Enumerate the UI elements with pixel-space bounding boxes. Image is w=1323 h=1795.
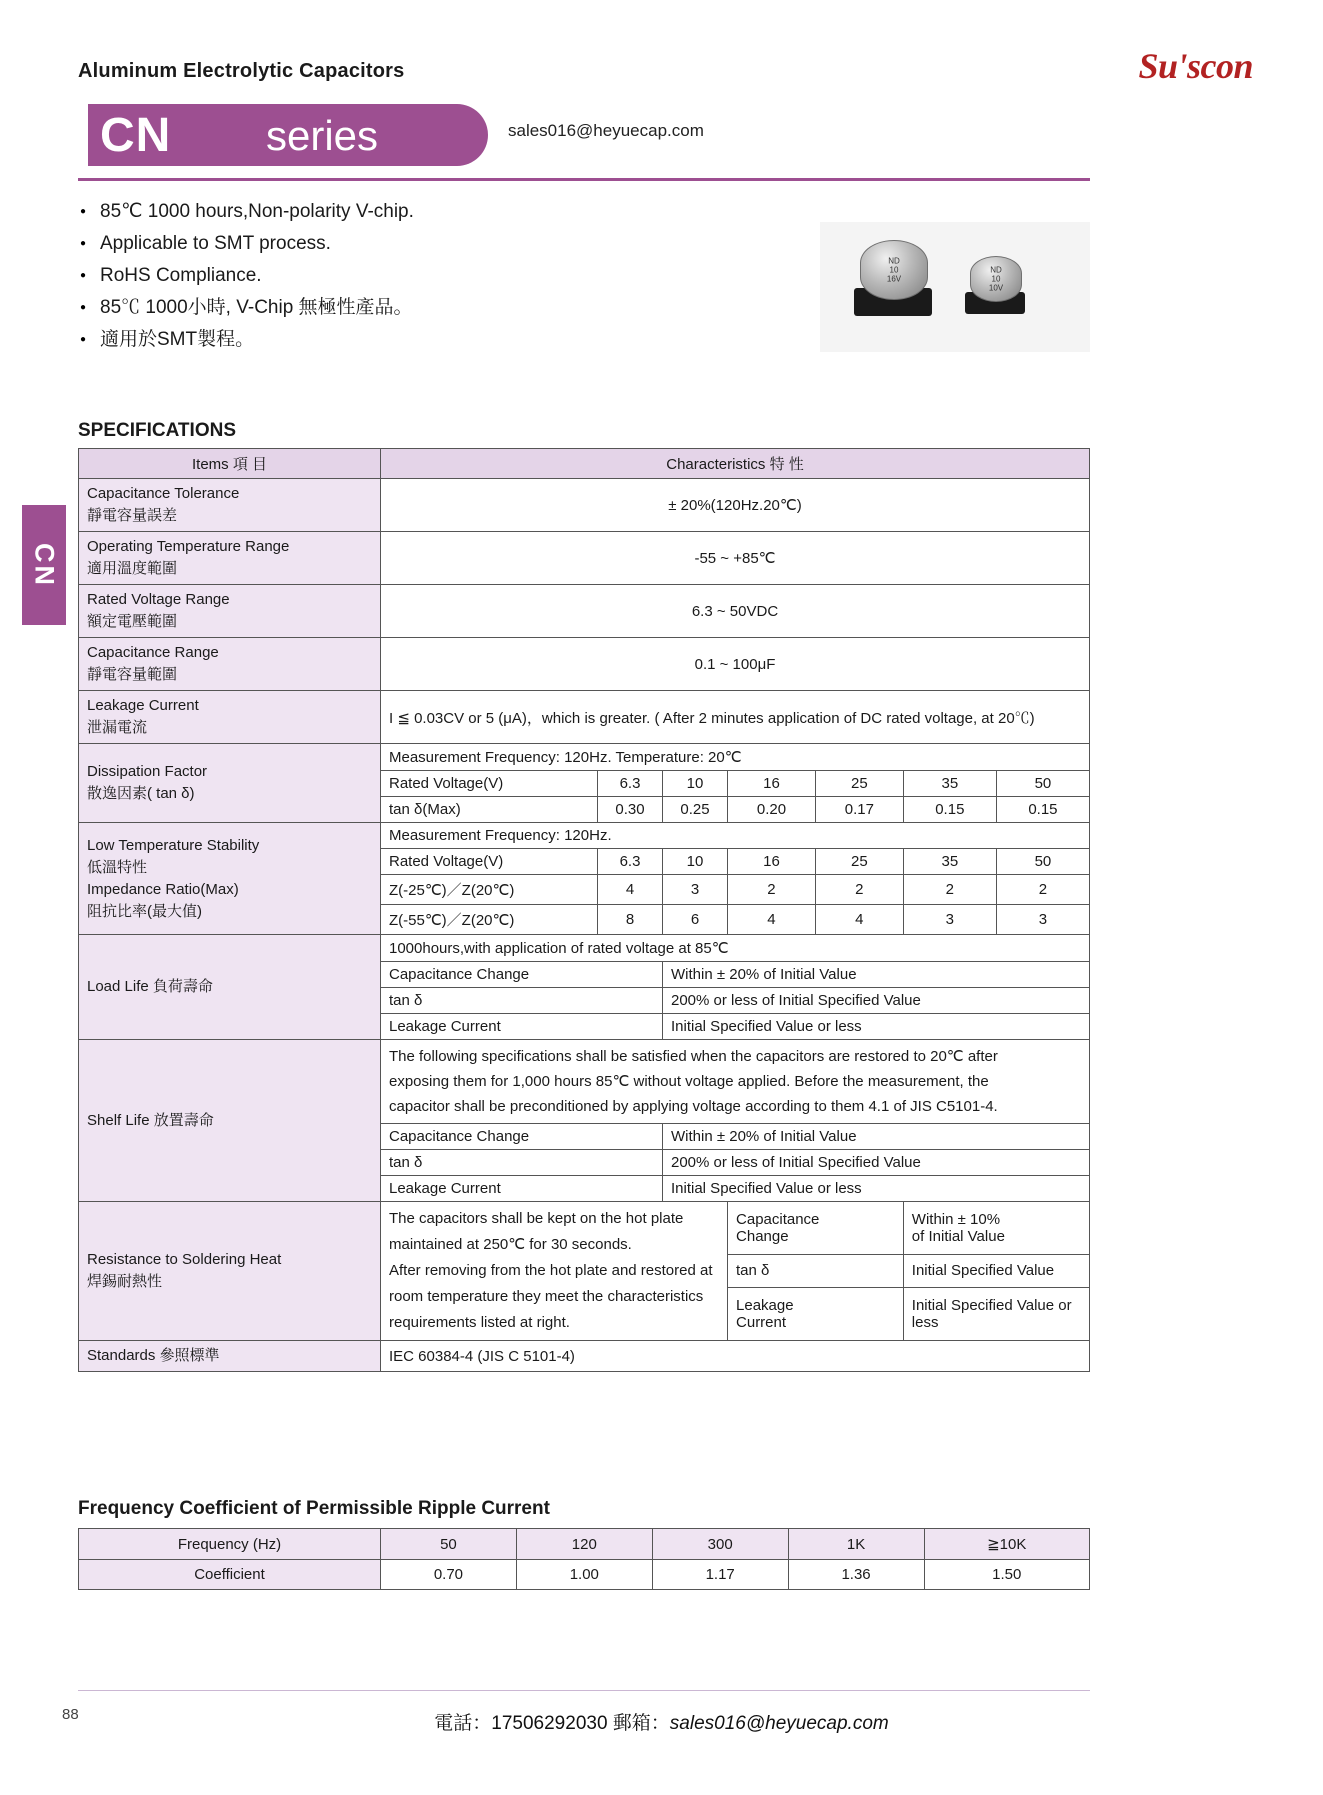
side-tab <box>22 505 66 625</box>
row-label-capacitance-range <box>79 638 381 691</box>
row-label-low-temperature-stability <box>79 823 381 935</box>
cell: 0.70 <box>381 1560 517 1590</box>
low-temp-row3-label: Z(-55℃)／Z(20℃) <box>381 905 598 935</box>
shelf-life-item-value: 200% or less of Initial Specified Value <box>663 1150 1090 1176</box>
cell: 120 <box>516 1529 652 1560</box>
label-cn2: 阻抗比率(最大值) <box>87 902 202 920</box>
row-label-rated-voltage <box>79 585 381 638</box>
desc-line4: room temperature they meet the characteristics <box>389 1288 704 1305</box>
row-label-leakage-current <box>79 691 381 744</box>
capacitor-large-label: ND 10 16V <box>886 256 902 284</box>
load-life-item-name: Leakage Current <box>381 1014 663 1040</box>
row-label-dissipation-factor <box>79 744 381 823</box>
page-title: Aluminum Electrolytic Capacitors <box>78 60 405 82</box>
dissipation-row2-label: tan δ(Max) <box>381 797 598 823</box>
value-line1: Within ± 10% <box>911 1211 1001 1229</box>
shelf-life-item-value: Within ± 20% of Initial Value <box>663 1124 1090 1150</box>
header-divider <box>78 178 1090 181</box>
soldering-item-value: Initial Specified Value <box>903 1255 1089 1287</box>
label-cn: 適用溫度範圍 <box>87 560 178 577</box>
label-en: Dissipation Factor <box>87 763 208 780</box>
cell: 50 <box>996 771 1089 797</box>
cell: 35 <box>903 771 996 797</box>
value-line2: of Initial Value <box>911 1228 1005 1246</box>
table-row <box>79 691 1090 744</box>
cell: 300 <box>652 1529 788 1560</box>
label-cn: 焊錫耐熱性 <box>87 1273 163 1290</box>
feature-list <box>78 196 414 356</box>
table-row <box>79 638 1090 691</box>
label-en: Capacitance Range <box>87 644 219 661</box>
table-row <box>79 1529 1090 1560</box>
label-en2: Impedance Ratio(Max) <box>87 880 239 898</box>
dissipation-note: Measurement Frequency: 120Hz. Temperature: 20℃ <box>381 744 1090 771</box>
cell: 10 <box>663 849 728 875</box>
cell: 25 <box>815 849 903 875</box>
load-life-item-value: Within ± 20% of Initial Value <box>663 962 1090 988</box>
series-word: series <box>266 112 379 159</box>
label-cn: 靜電容量誤差 <box>87 507 178 524</box>
header-email: sales016@heyuecap.com <box>508 121 704 140</box>
value-operating-temperature: -55 ~ +85℃ <box>381 532 1090 585</box>
soldering-item-value <box>903 1202 1089 1255</box>
low-temp-note: Measurement Frequency: 120Hz. <box>381 823 1090 849</box>
freq-row-label: Frequency (Hz) <box>79 1529 381 1560</box>
soldering-item-name <box>728 1287 904 1340</box>
value-standards: IEC 60384-4 (JIS C 5101-4) <box>381 1341 1090 1372</box>
cell: 4 <box>728 905 816 935</box>
cell: 50 <box>996 849 1089 875</box>
desc-line5: requirements listed at right. <box>389 1314 570 1331</box>
cell: 3 <box>903 905 996 935</box>
cell: 35 <box>903 849 996 875</box>
cell: 2 <box>815 875 903 905</box>
footer-divider <box>78 1690 1090 1691</box>
label-en: Leakage Current <box>87 697 199 714</box>
soldering-item-value <box>903 1287 1089 1340</box>
coefficient-row-label: Coefficient <box>79 1560 381 1590</box>
cell: 6.3 <box>598 849 663 875</box>
table-row <box>79 532 1090 585</box>
label-en: Rated Voltage Range <box>87 591 230 608</box>
product-photo <box>820 222 1090 352</box>
cell: 16 <box>728 849 816 875</box>
row-label-standards: Standards 參照標準 <box>79 1341 381 1372</box>
row-label-shelf-life: Shelf Life 放置壽命 <box>79 1040 381 1202</box>
list-item: ● Applicable to SMT process. <box>78 228 414 260</box>
cell: 2 <box>996 875 1089 905</box>
cell: 50 <box>381 1529 517 1560</box>
load-life-item-name: Capacitance Change <box>381 962 663 988</box>
cell: 0.30 <box>598 797 663 823</box>
cell: 25 <box>815 771 903 797</box>
row-label-load-life: Load Life 負荷壽命 <box>79 935 381 1040</box>
table-row <box>79 935 1090 962</box>
shelf-life-item-name: Capacitance Change <box>381 1124 663 1150</box>
cell: 1K <box>788 1529 924 1560</box>
cell: 6 <box>663 905 728 935</box>
desc-line3: After removing from the hot plate and restored at <box>389 1262 713 1279</box>
shelf-life-item-name: Leakage Current <box>381 1176 663 1202</box>
cell: 3 <box>996 905 1089 935</box>
soldering-item-name <box>728 1202 904 1255</box>
soldering-item-name: tan δ <box>728 1255 904 1287</box>
low-temp-row2-label: Z(-25℃)／Z(20℃) <box>381 875 598 905</box>
desc-line1: The capacitors shall be kept on the hot plate <box>389 1210 684 1227</box>
cell: 0.25 <box>663 797 728 823</box>
footer-contact <box>0 1708 1323 1735</box>
brand-logo: Su'scon <box>1138 46 1253 86</box>
name-line2: Current <box>736 1313 787 1331</box>
cell: 1.00 <box>516 1560 652 1590</box>
cell: 1.17 <box>652 1560 788 1590</box>
table-row <box>79 449 1090 479</box>
name-line1: Capacitance <box>736 1211 820 1229</box>
cell: 1.50 <box>924 1560 1090 1590</box>
list-item: ● RoHS Compliance. <box>78 260 414 292</box>
capacitor-small-image <box>970 256 1022 302</box>
cell: 4 <box>815 905 903 935</box>
capacitor-large-image <box>860 240 928 300</box>
cell: 3 <box>663 875 728 905</box>
shelf-life-note-line1: The following specifications shall be satisfied when the capacitors are restored to 20℃ after <box>389 1048 998 1065</box>
table-row <box>79 1560 1090 1590</box>
soldering-heat-description <box>381 1202 728 1341</box>
label-cn: 靜電容量範圍 <box>87 666 178 683</box>
cell: ≧10K <box>924 1529 1090 1560</box>
capacitor-small-label: ND 10 10V <box>988 265 1004 293</box>
cell: 0.20 <box>728 797 816 823</box>
table-row <box>79 1040 1090 1124</box>
table-row <box>79 823 1090 849</box>
table-row <box>79 1341 1090 1372</box>
table-row <box>79 585 1090 638</box>
row-label-capacitance-tolerance <box>79 479 381 532</box>
cell: 1.36 <box>788 1560 924 1590</box>
cell: 6.3 <box>598 771 663 797</box>
shelf-life-item-name: tan δ <box>381 1150 663 1176</box>
side-tab-label: CN <box>29 542 60 588</box>
col-header-items: Items 項 目 <box>79 449 381 479</box>
list-item: ● 85℃ 1000 hours,Non-polarity V-chip. <box>78 196 414 228</box>
shelf-life-item-value: Initial Specified Value or less <box>663 1176 1090 1202</box>
cell: 0.15 <box>996 797 1089 823</box>
cell: 2 <box>728 875 816 905</box>
load-life-note: 1000hours,with application of rated voltage at 85℃ <box>381 935 1090 962</box>
load-life-item-name: tan δ <box>381 988 663 1014</box>
value-capacitance-range: 0.1 ~ 100μF <box>381 638 1090 691</box>
shelf-life-note-line2: exposing them for 1,000 hours 85℃ without voltage applied. Before the measurement, the <box>389 1073 989 1090</box>
label-cn: 低溫特性 <box>87 858 148 876</box>
specifications-table <box>78 448 1090 1372</box>
cell: 0.15 <box>903 797 996 823</box>
series-code: CN <box>100 109 172 162</box>
value-line1: Initial Specified Value or <box>911 1296 1072 1314</box>
cell: 10 <box>663 771 728 797</box>
table-row <box>79 1202 1090 1255</box>
name-line2: Change <box>736 1228 789 1246</box>
cell: 4 <box>598 875 663 905</box>
row-label-soldering-heat <box>79 1202 381 1341</box>
row-label-operating-temperature <box>79 532 381 585</box>
value-leakage-current: I ≦ 0.03CV or 5 (μA)，which is greater. ( After 2 minutes application of DC rated voltage, at 20℃) <box>381 691 1090 744</box>
frequency-heading: Frequency Coefficient of Permissible Ripple Current <box>78 1498 550 1519</box>
page-number: 88 <box>62 1706 79 1723</box>
label-cn: 散逸因素( tan δ) <box>87 785 195 802</box>
label-en: Low Temperature Stability <box>87 836 260 854</box>
label-cn: 額定電壓範圍 <box>87 613 178 630</box>
shelf-life-note-line3: capacitor shall be preconditioned by applying voltage according to them 4.1 of JIS C5101-4. <box>389 1098 998 1115</box>
cell: 8 <box>598 905 663 935</box>
value-capacitance-tolerance: ± 20%(120Hz.20℃) <box>381 479 1090 532</box>
low-temp-row1-label: Rated Voltage(V) <box>381 849 598 875</box>
load-life-item-value: Initial Specified Value or less <box>663 1014 1090 1040</box>
table-row <box>79 479 1090 532</box>
frequency-coefficient-table <box>78 1528 1090 1590</box>
desc-line2: maintained at 250℃ for 30 seconds. <box>389 1236 632 1253</box>
list-item: ● 85℃ 1000小時, V-Chip 無極性產品。 <box>78 292 414 324</box>
cell: 2 <box>903 875 996 905</box>
name-line1: Leakage <box>736 1296 794 1314</box>
footer-email: sales016@heyuecap.com <box>669 1713 889 1734</box>
value-line2: less <box>911 1313 939 1331</box>
list-item: ● 適用於SMT製程。 <box>78 324 414 356</box>
label-cn: 泄漏電流 <box>87 719 148 736</box>
cell: 16 <box>728 771 816 797</box>
specifications-heading: SPECIFICATIONS <box>78 420 236 441</box>
table-row <box>79 744 1090 771</box>
label-en: Capacitance Tolerance <box>87 485 240 502</box>
col-header-characteristics: Characteristics 特 性 <box>381 449 1090 479</box>
cell: 0.17 <box>815 797 903 823</box>
dissipation-row1-label: Rated Voltage(V) <box>381 771 598 797</box>
load-life-item-value: 200% or less of Initial Specified Value <box>663 988 1090 1014</box>
shelf-life-note <box>381 1040 1090 1124</box>
label-en: Resistance to Soldering Heat <box>87 1251 282 1268</box>
value-rated-voltage: 6.3 ~ 50VDC <box>381 585 1090 638</box>
footer-contact-text: 電話：17506292030 郵箱： <box>434 1713 670 1734</box>
label-en: Operating Temperature Range <box>87 538 290 555</box>
